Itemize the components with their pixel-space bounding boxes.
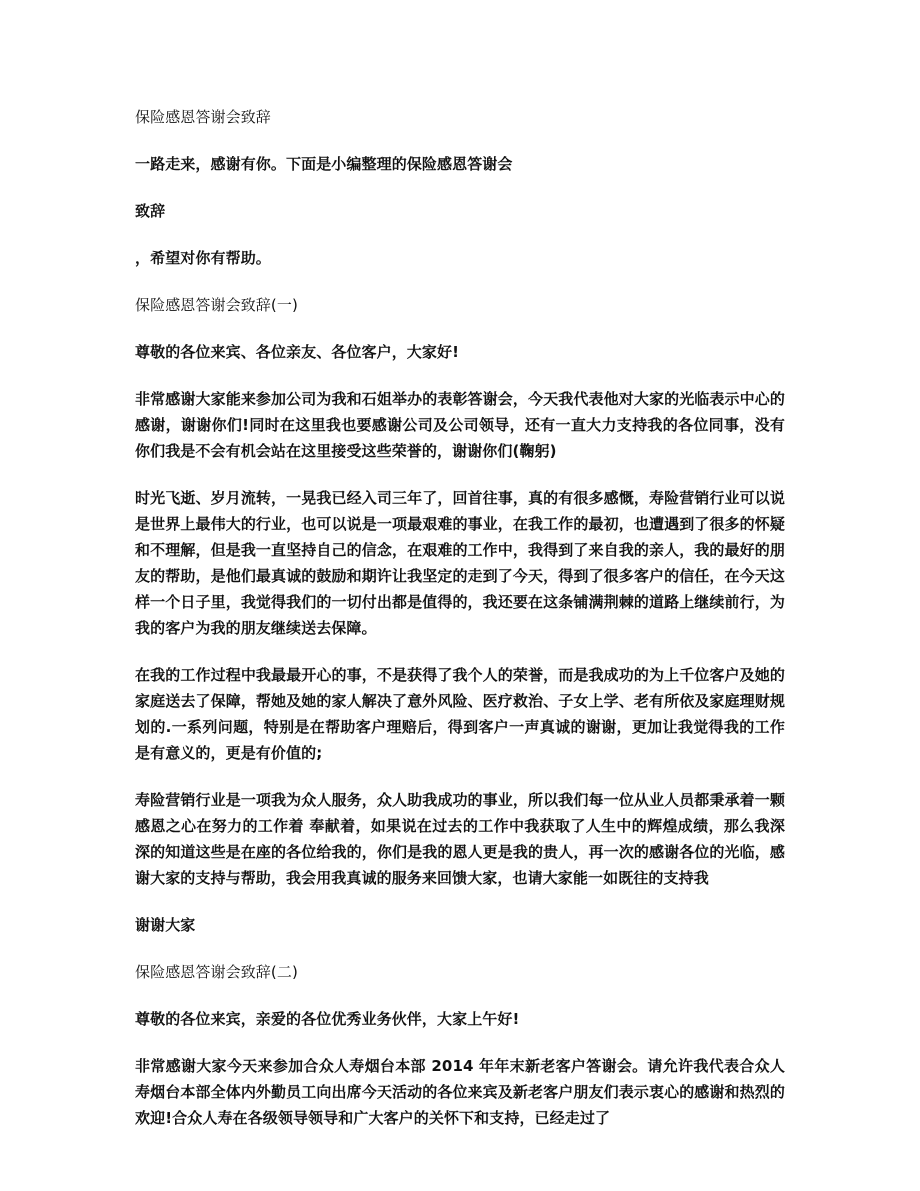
greeting-paragraph: 尊敬的各位来宾、各位亲友、各位客户，大家好!: [135, 343, 460, 361]
body-paragraph: 时光飞逝、岁月流转，一晃我已经入司三年了，回首往事，真的有很多感慨，寿险营销行业可以说是世界上最伟大的行业，也可以说是一项最艰难的事业，在我工作的最初，也遭遇到了很多的怀疑和不理解，但是我一直坚持自己的信念，在艰难的工作中，我得到了来自我的亲人，我的最好的朋友的帮助，是他们最真诚的鼓励和期许让我坚定的走到了今天，得到了很多客户的信任，在今天这样一个日子里，我觉得我们的一切付出都是值得的，我还要在这条铺满荆棘的道路上继续前行，为我的客户为我的朋友继续送去保障。: [135, 489, 785, 637]
body-paragraph: 寿险营销行业是一项我为众人服务，众人助我成功的事业，所以我们每一位从业人员都秉承着一颗感恩之心在努力的工作着 奉献着，如果说在过去的工作中我获取了人生中的辉煌成绩，那么我深深的知道这些是在座的各位给我的，你们是我的恩人更是我的贵人，再一次的感谢各位的光临，感谢大家的支持与帮助，我会用我真诚的服务来回馈大家，也请大家能一如既往的支持我: [135, 791, 785, 887]
body-paragraph: 在我的工作过程中我最最开心的事，不是获得了我个人的荣誉，而是我成功的为上千位客户及她的家庭送去了保障，帮她及她的家人解决了意外风险、医疗救治、子女上学、老有所依及家庭理财规划的.一系列问题，特别是在帮助客户理赔后，得到客户一声真诚的谢谢，更加让我觉得我的工作是有意义的，更是有价值的;: [135, 666, 785, 762]
section-heading-1: 保险感恩答谢会致辞(一): [135, 296, 298, 314]
intro-paragraph: 致辞: [135, 202, 166, 220]
greeting-paragraph: 尊敬的各位来宾，亲爱的各位优秀业务伙伴，大家上午好!: [135, 1010, 520, 1028]
body-paragraph: 非常感谢大家今天来参加合众人寿烟台本部 2014 年年末新老客户答谢会。请允许我代表合众人寿烟台本部全体内外勤员工向出席今天活动的各位来宾及新老客户朋友们表示衷心的感谢和热烈的欢迎!合众人寿在各级领导领导和广大客户的关怀下和支持，已经走过了: [135, 1057, 785, 1127]
document-page: [135, 104, 785, 1152]
section-heading-2: 保险感恩答谢会致辞(二): [135, 963, 298, 981]
intro-paragraph: 一路走来，感谢有你。下面是小编整理的保险感恩答谢会: [135, 155, 513, 173]
document-title: 保险感恩答谢会致辞: [135, 108, 271, 126]
intro-paragraph: ，希望对你有帮助。: [135, 249, 271, 267]
closing-paragraph: 谢谢大家: [135, 916, 196, 934]
body-paragraph: 非常感谢大家能来参加公司为我和石姐举办的表彰答谢会，今天我代表他对大家的光临表示中心的感谢，谢谢你们!同时在这里我也要感谢公司及公司领导，还有一直大力支持我的各位同事，没有你们我是不会有机会站在这里接受这些荣誉的，谢谢你们(鞠躬): [135, 390, 785, 460]
